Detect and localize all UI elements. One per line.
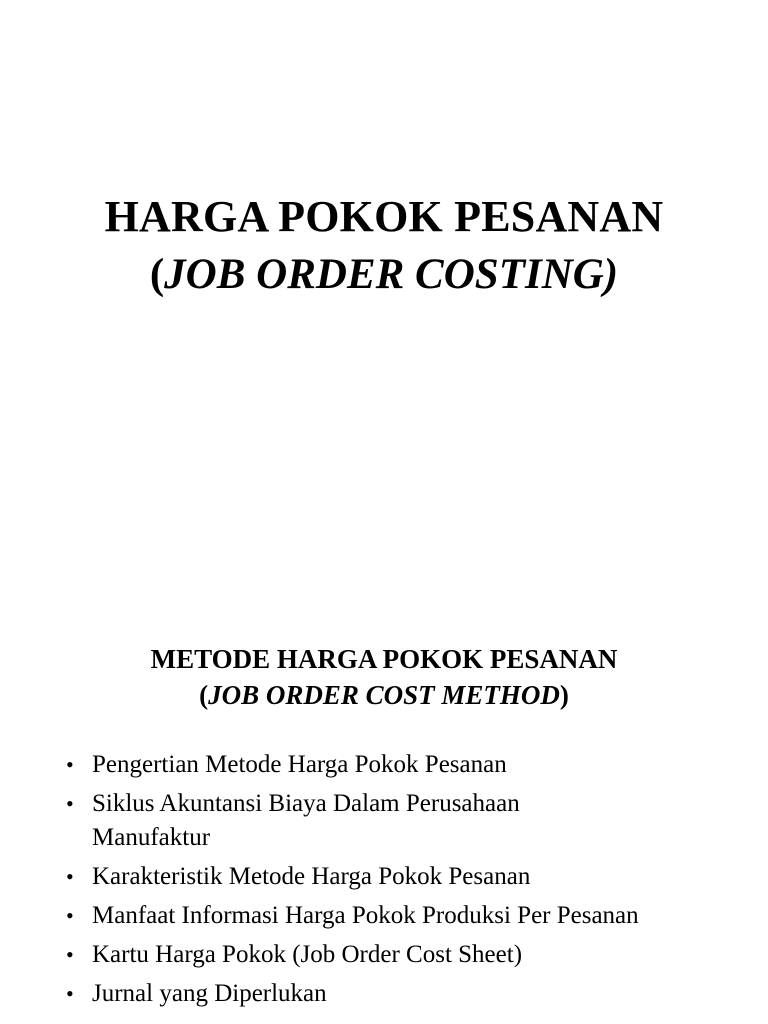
list-item	[66, 748, 746, 782]
bullet-icon: •	[66, 791, 74, 816]
list-item-text: Kartu Harga Pokok (Job Order Cost Sheet)	[92, 941, 523, 968]
list-item	[66, 977, 746, 1011]
bullet-list	[66, 748, 746, 1016]
list-item-text: Siklus Akuntansi Biaya Dalam Perusahaan	[92, 790, 520, 817]
list-item-text: Pengertian Metode Harga Pokok Pesanan	[92, 751, 507, 778]
list-item-text: Manfaat Informasi Harga Pokok Produksi Per Pesanan	[92, 902, 639, 929]
list-item	[66, 899, 746, 933]
slide-subtitle	[0, 250, 768, 300]
bullet-icon: •	[66, 981, 74, 1006]
list-item	[66, 787, 746, 855]
subheading-open-paren: (	[199, 680, 209, 710]
list-item-text: Jurnal yang Diperlukan	[92, 980, 327, 1007]
subtitle-open-paren: (	[149, 251, 165, 298]
bullet-icon: •	[66, 903, 74, 928]
list-item	[66, 860, 746, 894]
section-heading: METODE HARGA POKOK PESANAN	[150, 644, 618, 674]
subheading-italic: JOB ORDER COST METHOD	[208, 680, 560, 710]
subtitle-italic: JOB ORDER COSTING)	[164, 251, 619, 298]
bullet-icon: •	[66, 752, 74, 777]
bullet-icon: •	[66, 864, 74, 889]
bullet-icon: •	[66, 942, 74, 967]
content-slide	[0, 600, 768, 1024]
section-subheading	[0, 678, 768, 712]
list-item-text: Karakteristik Metode Harga Pokok Pesanan	[92, 863, 531, 890]
list-item	[66, 938, 746, 972]
list-item-text-continued: Manufaktur	[92, 824, 211, 851]
slide-title: HARGA POKOK PESANAN	[104, 192, 664, 241]
subheading-close-paren: )	[559, 680, 569, 710]
